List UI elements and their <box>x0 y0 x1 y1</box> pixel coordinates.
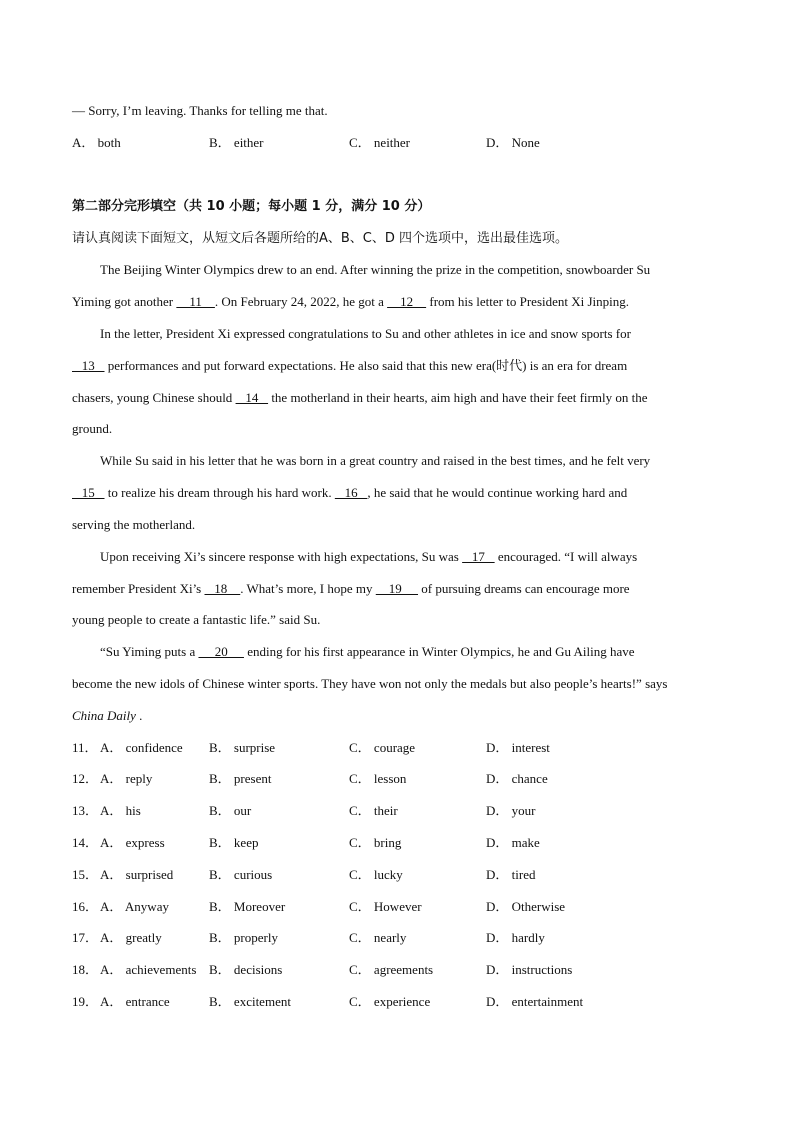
blank-17: 17 <box>462 549 495 564</box>
blank-15: 15 <box>72 485 105 500</box>
option-a: A． surprised <box>100 867 174 882</box>
blank-18: 18 <box>204 581 241 596</box>
passage-line: serving the motherland. <box>72 517 196 532</box>
question-number: 13． <box>72 803 99 818</box>
question-number: 18． <box>72 962 99 977</box>
option-a: A． reply <box>100 771 153 786</box>
question-number: 17． <box>72 930 99 945</box>
question-number: 16． <box>72 899 99 914</box>
question-number: 15． <box>72 867 99 882</box>
option-c: C． their <box>349 803 398 818</box>
passage-line: 13 performances and put forward expectations. He also said that this new era(时代) is an era for dream <box>72 358 628 373</box>
blank-14: 14 <box>235 390 269 405</box>
option-c: C． However <box>349 899 422 914</box>
question-number: 14． <box>72 835 99 850</box>
option-d: D． interest <box>486 740 550 755</box>
blank-11: 11 <box>176 294 215 309</box>
passage-line: The Beijing Winter Olympics drew to an end. After winning the prize in the competition, snowboarder Su <box>100 262 651 277</box>
option-b: B． Moreover <box>209 899 286 914</box>
prev-option-d: D． None <box>486 135 540 150</box>
blank-12: 12 <box>387 294 427 309</box>
passage-line: China Daily . <box>72 708 143 723</box>
section-instruction: 请认真阅读下面短文，从短文后各题所给的A、B、C、D 四个选项中，选出最佳选项。 <box>72 231 569 246</box>
blank-16: 16 <box>334 485 368 500</box>
option-d: D． make <box>486 835 540 850</box>
option-a: A． confidence <box>100 740 183 755</box>
option-d: D． Otherwise <box>486 899 566 914</box>
option-a: A． his <box>100 803 141 818</box>
option-d: D． chance <box>486 771 548 786</box>
option-a: A． achievements <box>100 962 197 977</box>
passage-line: remember President Xi’s 18 . What’s more, I hope my 19 of pursuing dreams can encourage more <box>72 581 630 596</box>
option-b: B． excitement <box>209 994 291 1009</box>
source-title: China Daily <box>72 708 136 723</box>
option-a: A． entrance <box>100 994 170 1009</box>
option-c: C． experience <box>349 994 431 1009</box>
passage-line: “Su Yiming puts a 20 ending for his first appearance in Winter Olympics, he and Gu Ailing have <box>100 644 635 659</box>
option-d: D． tired <box>486 867 536 882</box>
passage-line: become the new idols of Chinese winter sports. They have won not only the medals but also people’s hearts!” says <box>72 676 668 691</box>
passage-line: While Su said in his letter that he was born in a great country and raised in the best times, and he felt very <box>100 453 651 468</box>
passage-line: young people to create a fantastic life.” said Su. <box>72 612 321 627</box>
passage-line: ground. <box>72 421 113 436</box>
option-d: D． hardly <box>486 930 545 945</box>
option-b: B． surprise <box>209 740 276 755</box>
option-d: D． entertainment <box>486 994 584 1009</box>
blank-13: 13 <box>72 358 105 373</box>
option-b: B． decisions <box>209 962 283 977</box>
option-b: B． properly <box>209 930 278 945</box>
option-d: D． your <box>486 803 536 818</box>
passage-line: In the letter, President Xi expressed congratulations to Su and other athletes in ice and snow sports for <box>100 326 631 341</box>
passage-line: Upon receiving Xi’s sincere response with high expectations, Su was 17 encouraged. “I will always <box>100 549 638 564</box>
option-c: C． nearly <box>349 930 407 945</box>
section-heading: 第二部分完形填空（共 10 小题；每小题 1 分，满分 10 分） <box>72 199 431 214</box>
option-a: A． Anyway <box>100 899 169 914</box>
option-c: C． lesson <box>349 771 407 786</box>
blank-19: 19 <box>375 581 419 596</box>
prev-option-b: B． either <box>209 135 264 150</box>
option-b: B． curious <box>209 867 273 882</box>
question-number: 11． <box>72 740 98 755</box>
option-c: C． agreements <box>349 962 434 977</box>
option-b: B． keep <box>209 835 259 850</box>
question-number: 19． <box>72 994 99 1009</box>
option-a: A． express <box>100 835 165 850</box>
prev-option-a: A． both <box>72 135 121 150</box>
passage-line: Yiming got another 11 . On February 24, 2022, he got a 12 from his letter to President Xi Jinping. <box>72 294 630 309</box>
option-a: A． greatly <box>100 930 162 945</box>
prev-option-c: C． neither <box>349 135 411 150</box>
blank-20: 20 <box>198 644 244 659</box>
option-b: B． present <box>209 771 272 786</box>
option-d: D． instructions <box>486 962 573 977</box>
option-c: C． bring <box>349 835 402 850</box>
prev-question-dialog: — Sorry, I’m leaving. Thanks for telling me that. <box>72 103 328 118</box>
option-b: B． our <box>209 803 252 818</box>
option-c: C． lucky <box>349 867 403 882</box>
option-c: C． courage <box>349 740 416 755</box>
question-number: 12． <box>72 771 99 786</box>
passage-line: chasers, young Chinese should 14 the motherland in their hearts, aim high and have their feet firmly on the <box>72 390 648 405</box>
passage-line: 15 to realize his dream through his hard work. 16 , he said that he would continue working hard and <box>72 485 628 500</box>
